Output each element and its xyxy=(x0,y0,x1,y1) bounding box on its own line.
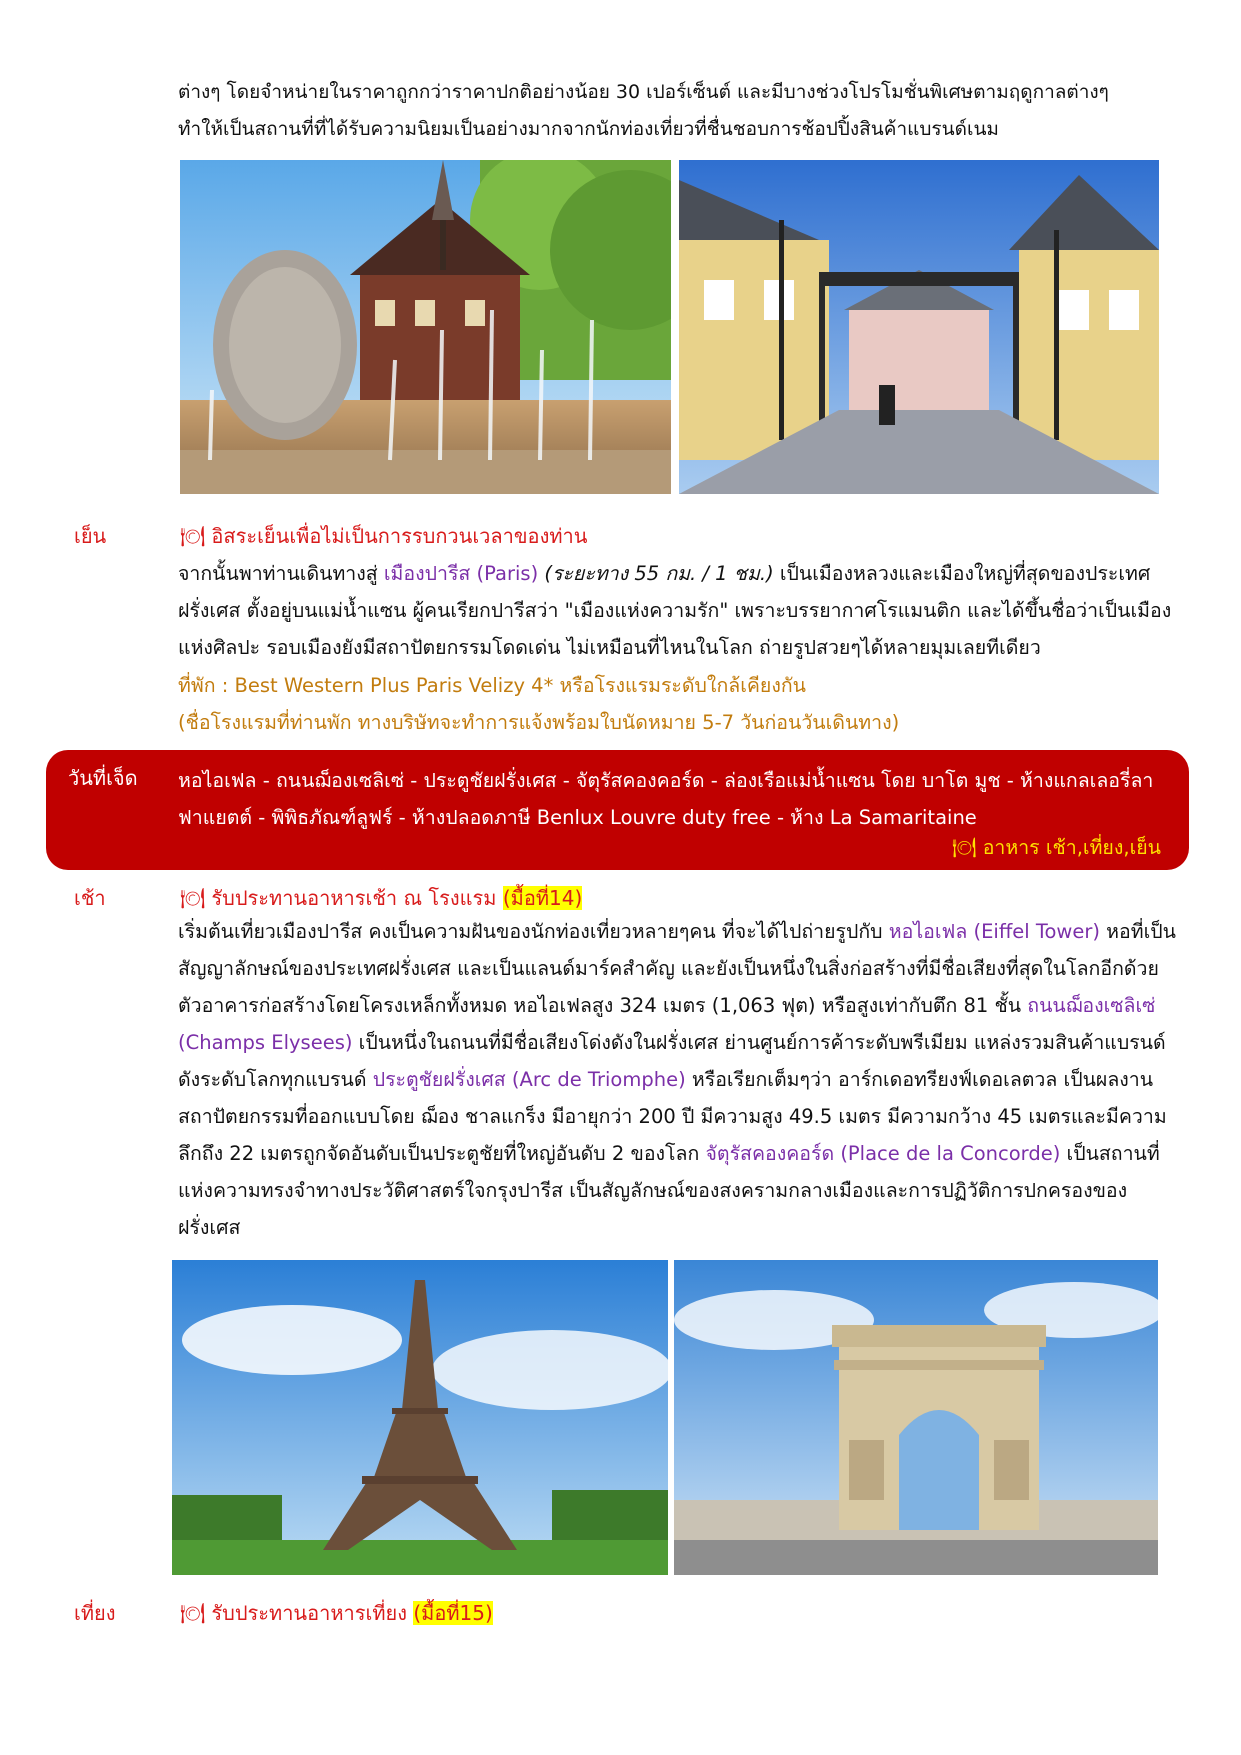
day-itinerary: หอไอเฟล - ถนนฌ็องเซลิเซ่ - ประตูชัยฝรั่งเศส - จัตุรัสคองคอร์ด - ล่องเรือแม่น้ำแซน โดย บาโต มูช - ห้างแกลเลอรี่ลาฟาแยตต์ - พิพิธภัณฑ์ลูฟร์ - ห้างปลอดภาษี Benlux Louvre duty free - ห้าง La Samaritaine xyxy=(178,769,1154,829)
hotel-note: (ชื่อโรงแรมที่ท่านพัก ทางบริษัทจะทำการแจ้งพร้อมใบนัดหมาย 5-7 วันก่อนวันเดินทาง) xyxy=(178,711,900,734)
sights-text-2: หอที่เป็นสัญญาลักษณ์ของประเทศฝรั่งเศส และเป็นแลนด์มาร์คสำคัญ และยังเป็นหนึ่งในสิ่งก่อสร้างที่มีชื่อเสียงที่สุดในโลกอีกด้วย ตัวอาคารก่อสร้างโดยโครงเหล็กทั้งหมด หอไอเฟลสูง 324 เมตร (1,063 ฟุต) หรือสูงเท่ากับตึก 81 ชั้น xyxy=(178,920,1176,1017)
place-de-la-concorde-name: จัตุรัสคองคอร์ด (Place de la Concorde) xyxy=(705,1142,1061,1165)
sights-text-4: หรือเรียกเต็มๆว่า อาร์กเดอทรียงฟ์เดอเลตวล เป็นผลงานสถาปัตยกรรมที่ออกแบบโดย ฌ็อง ชาลแกร็ง มีอายุกว่า 200 ปี มีความสูง 49.5 เมตร มีความกว้าง 45 เมตรและมีความลึกถึง 22 เมตรถูกจัดอันดับเป็นประตูชัยที่ใหญ่อันดับ 2 ของโลก xyxy=(178,1068,1167,1165)
lunch-meal-text: รับประทานอาหารเที่ยง xyxy=(211,1601,407,1625)
photo-eiffel-tower xyxy=(172,1260,668,1575)
eiffel-tower-name: หอไอเฟล (Eiffel Tower) xyxy=(888,920,1100,943)
day-meals xyxy=(952,832,1161,863)
lunch-label: เที่ยง xyxy=(74,1601,116,1625)
meal-icon: 🍽 xyxy=(951,836,977,859)
morning-meal-number: (มื้อที่14) xyxy=(502,886,583,910)
hotel-line: ที่พัก : Best Western Plus Paris Velizy 4* หรือโรงแรมระดับใกล้เคียงกัน xyxy=(178,674,806,697)
paris-distance: (ระยะทาง 55 กม. / 1 ชม.) xyxy=(538,562,774,585)
evening-label: เย็น xyxy=(74,524,107,548)
intro-line-2: ทำให้เป็นสถานที่ที่ได้รับความนิยมเป็นอย่างมากจากนักท่องเที่ยวที่ชื่นชอบการช้อปปิ้งสินค้าแบรนด์เนม xyxy=(178,118,999,140)
photo-village-fountain xyxy=(180,160,671,494)
lunch-meal-line xyxy=(180,1597,493,1629)
photo-la-vallee-village xyxy=(679,160,1159,494)
intro-line-1: ต่างๆ โดยจำหน่ายในราคาถูกกว่าราคาปกติอย่างน้อย 30 เปอร์เซ็นต์ และมีบางช่วงโปรโมชั่นพิเศษตามฤดูกาลต่างๆ xyxy=(178,81,1109,103)
arc-de-triomphe-name: ประตูชัยฝรั่งเศส (Arc de Triomphe) xyxy=(372,1068,686,1091)
paris-rest: เป็นเมืองหลวงและเมืองใหญ่ที่สุดของประเทศฝรั่งเศส ตั้งอยู่บนแม่น้ำแซน ผู้คนเรียกปารีสว่า "เมืองแห่งความรัก" เพราะบรรยากาศโรแมนติก และได้ขึ้นชื่อว่าเป็นเมืองแห่งศิลปะ รอบเมืองยังมีสถาปัตยกรรมโดดเด่น ไม่เหมือนที่ไหนในโลก ถ่ายรูปสวยๆได้หลายมุมเลยทีเดียว xyxy=(178,562,1172,659)
champs-elysees-name: ถนนฌ็องเซลิเซ่ (Champs Elysees) xyxy=(178,994,1156,1054)
morning-meal-text: รับประทานอาหารเช้า ณ โรงแรม xyxy=(211,886,497,910)
evening-meal-line xyxy=(180,520,587,552)
intro-paragraph xyxy=(178,74,1188,148)
meal-icon: 🍽 xyxy=(180,886,206,910)
sights-text-5: เป็นสถานที่แห่งความทรงจำทางประวัติศาสตร์ใจกรุงปารีส เป็นสัญลักษณ์ของสงครามกลางเมืองและการปฏิวัติการปกครองของฝรั่งเศส xyxy=(178,1142,1160,1239)
sights-text-1: เริ่มต้นเที่ยวเมืองปารีส คงเป็นความฝันของนักท่องเที่ยวหลายๆคน ที่จะได้ไปถ่ายรูปกับ xyxy=(178,920,889,943)
paris-sights-paragraph xyxy=(178,913,1178,1246)
paris-paragraph xyxy=(178,555,1193,666)
sights-text-3: เป็นหนึ่งในถนนที่มีชื่อเสียงโด่งดังในฝรั่งเศส ย่านศูนย์การค้าระดับพรีเมียม แหล่งรวมสินค้าแบรนด์ดังระดับโลกทุกแบรนด์ xyxy=(178,1031,1166,1091)
day-meals-text: อาหาร เช้า,เที่ยง,เย็น xyxy=(982,836,1161,859)
photo-arc-de-triomphe xyxy=(674,1260,1158,1575)
meal-icon: 🍽 xyxy=(180,524,206,548)
morning-label: เช้า xyxy=(74,886,106,910)
paris-pre: จากนั้นพาท่านเดินทางสู่ xyxy=(178,562,384,585)
day-seven-banner xyxy=(46,750,1189,870)
day-label: วันที่เจ็ด xyxy=(68,766,138,790)
morning-meal-line xyxy=(180,882,582,914)
meal-icon: 🍽 xyxy=(180,1601,206,1625)
paris-city: เมืองปารีส (Paris) xyxy=(383,562,539,585)
evening-meal-text: อิสระเย็นเพื่อไม่เป็นการรบกวนเวลาของท่าน xyxy=(211,524,588,548)
lunch-meal-number: (มื้อที่15) xyxy=(413,1601,493,1625)
